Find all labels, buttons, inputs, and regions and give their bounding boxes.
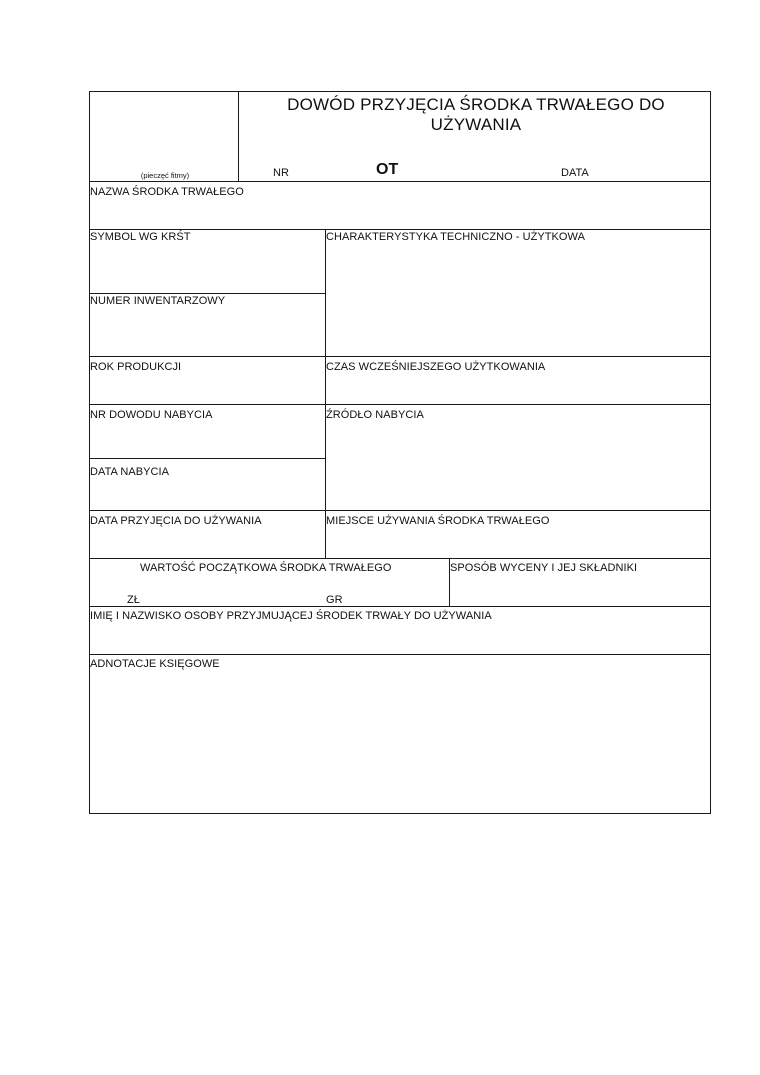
- nr-label: NR: [273, 167, 289, 179]
- inventory-number-field[interactable]: NUMER INWENTARZOWY: [90, 295, 226, 307]
- acquisition-source-field[interactable]: ŹRÓDŁO NABYCIA: [326, 409, 424, 421]
- commissioning-date-field[interactable]: DATA PRZYJĘCIA DO UŻYWANIA: [90, 515, 262, 527]
- initial-value-field[interactable]: WARTOŚĆ POCZĄTKOWA ŚRODKA TRWAŁEGO: [140, 562, 392, 574]
- receiver-name-field[interactable]: IMIĘ I NAZWISKO OSOBY PRZYJMUJĄCEJ ŚRODEK TRWAŁY DO UŻYWANIA: [90, 610, 492, 622]
- prior-use-time-field[interactable]: CZAS WCZEŚNIEJSZEGO UŻYTKOWANIA: [326, 361, 546, 373]
- row-line: [90, 558, 710, 559]
- currency-gr-label: GR: [326, 594, 343, 606]
- form-title-line-2: UŻYWANIA: [430, 115, 522, 134]
- place-of-use-field[interactable]: MIEJSCE UŻYWANIA ŚRODKA TRWAŁEGO: [326, 515, 550, 527]
- krst-symbol-field[interactable]: SYMBOL WG KRŚT: [90, 231, 191, 243]
- row-line: [90, 510, 710, 511]
- currency-zl-label: ZŁ: [127, 594, 140, 606]
- valuation-method-field[interactable]: SPOSÓB WYCENY I JEJ SKŁADNIKI: [450, 562, 638, 574]
- technical-characteristics-field[interactable]: CHARAKTERYSTYKA TECHNICZNO - UŻYTKOWA: [326, 231, 585, 243]
- form-title: [240, 95, 712, 135]
- row-line: [90, 356, 710, 357]
- row-line: [90, 404, 710, 405]
- row-line: [90, 293, 325, 294]
- form-title-line-1: DOWÓD PRZYJĘCIA ŚRODKA TRWAŁEGO DO: [287, 95, 665, 114]
- header-bottom-line: [90, 181, 710, 182]
- row-line: [90, 458, 325, 459]
- accounting-notes-field[interactable]: ADNOTACJE KSIĘGOWE: [90, 658, 220, 670]
- acquisition-date-field[interactable]: DATA NABYCIA: [90, 466, 170, 478]
- asset-acceptance-form: [89, 91, 711, 814]
- row-line: [90, 606, 710, 607]
- production-year-field[interactable]: ROK PRODUKCJI: [90, 361, 182, 373]
- header-divider: [238, 92, 239, 181]
- row-line: [90, 654, 710, 655]
- asset-name-field[interactable]: NAZWA ŚRODKA TRWAŁEGO: [90, 186, 244, 198]
- date-label: DATA: [561, 167, 589, 179]
- row-line: [90, 229, 710, 230]
- ot-code: OT: [376, 161, 399, 178]
- acquisition-doc-number-field[interactable]: NR DOWODU NABYCIA: [90, 409, 213, 421]
- company-stamp-note: (pieczęć fitmy): [140, 171, 190, 180]
